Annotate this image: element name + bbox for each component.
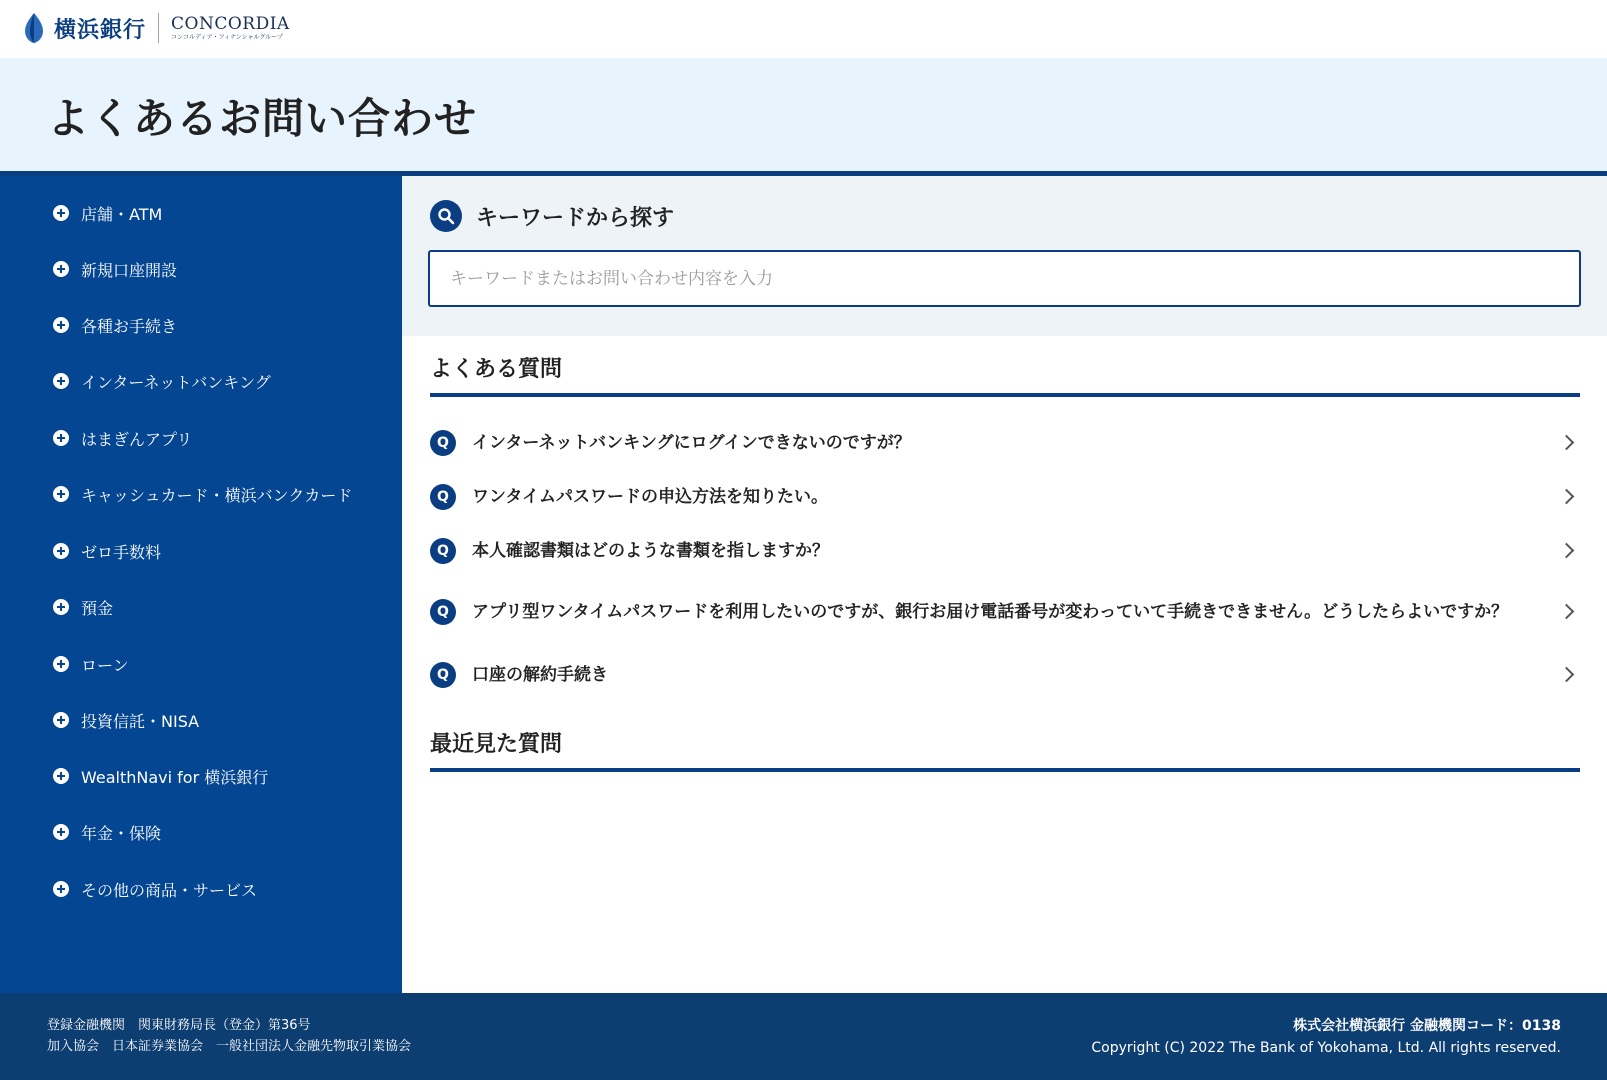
keyword-search-panel: [402, 176, 1607, 336]
sidebar-item-other-services[interactable]: [53, 877, 257, 901]
footer-association-line: 加入協会 日本証券業協会 一般社団法人金融先物取引業協会: [47, 1039, 412, 1054]
sidebar-item-investment-nisa[interactable]: [53, 708, 199, 732]
sidebar-item-cash-card[interactable]: [53, 482, 352, 506]
group-logo: [171, 15, 290, 42]
faq-item[interactable]: [430, 426, 1580, 460]
plus-circle-icon: [53, 317, 69, 333]
faq-item[interactable]: [430, 534, 1580, 568]
group-name: CONCORDIA: [171, 13, 290, 34]
sidebar-item-deposits[interactable]: [53, 595, 113, 619]
logo-divider: [158, 13, 159, 43]
bank-logo[interactable]: [22, 10, 290, 46]
sidebar-item-label: キャッシュカード・横浜バンクカード: [81, 485, 353, 505]
faq-question: 本人確認書類はどのような書類を指しますか？: [472, 541, 829, 561]
faq-item[interactable]: [430, 658, 1580, 692]
question-icon: Q: [430, 599, 456, 625]
chevron-right-icon: [1559, 667, 1575, 683]
footer-registration-line: 登録金融機関 関東財務局長（登金）第36号: [47, 1018, 311, 1033]
category-sidebar: [0, 176, 402, 993]
faq-title-rule: [430, 393, 1580, 397]
plus-circle-icon: [53, 712, 69, 728]
recent-title: 最近見た質問: [430, 732, 563, 757]
footer-registration: [47, 1015, 411, 1057]
plus-circle-icon: [53, 543, 69, 559]
main-content: [402, 176, 1607, 993]
chevron-right-icon: [1559, 489, 1575, 505]
recent-title-rule: [430, 768, 1580, 772]
sidebar-item-pension-insurance[interactable]: [53, 820, 161, 844]
sidebar-item-label: 投資信託・NISA: [81, 711, 200, 731]
sidebar-item-new-account[interactable]: [53, 257, 177, 281]
sidebar-item-label: 新規口座開設: [81, 260, 178, 280]
sidebar-item-label: 店舗・ATM: [81, 204, 163, 224]
sidebar-item-label: ゼロ手数料: [81, 542, 162, 562]
plus-circle-icon: [53, 881, 69, 897]
sidebar-item-label: 各種お手続き: [81, 316, 178, 336]
plus-circle-icon: [53, 430, 69, 446]
plus-circle-icon: [53, 486, 69, 502]
faq-item[interactable]: [430, 480, 1580, 514]
search-input[interactable]: [428, 250, 1581, 307]
sidebar-item-store-atm[interactable]: [53, 201, 162, 225]
plus-circle-icon: [53, 656, 69, 672]
faq-question: インターネットバンキングにログインできないのですが？: [472, 433, 911, 453]
page-title: よくあるお問い合わせ: [47, 94, 478, 143]
top-bar: [0, 0, 1607, 58]
sidebar-item-procedures[interactable]: [53, 313, 177, 337]
chevron-right-icon: [1559, 604, 1575, 620]
faq-question: アプリ型ワンタイムパスワードを利用したいのですが、銀行お届け電話番号が変わっていて手続きできません。どうしたらよいですか？: [472, 602, 1509, 622]
sidebar-item-label: WealthNavi for 横浜銀行: [81, 767, 269, 787]
plus-circle-icon: [53, 205, 69, 221]
sidebar-item-label: 年金・保険: [81, 823, 162, 843]
plus-circle-icon: [53, 599, 69, 615]
faq-title: よくある質問: [430, 357, 563, 382]
bank-name: 横浜銀行: [54, 17, 147, 43]
sidebar-item-label: はまぎんアプリ: [81, 429, 193, 449]
question-icon: Q: [430, 538, 456, 564]
faq-question: 口座の解約手続き: [472, 665, 608, 685]
sidebar-item-loans[interactable]: [53, 652, 129, 676]
chevron-right-icon: [1559, 543, 1575, 559]
footer-company: [1091, 1015, 1561, 1059]
footer-copyright: Copyright (C) 2022 The Bank of Yokohama, Ltd. All rights reserved.: [1091, 1040, 1561, 1056]
sidebar-item-wealthnavi[interactable]: [53, 764, 268, 788]
footer-company-name: 株式会社横浜銀行 金融機関コード：0138: [1293, 1018, 1561, 1034]
plus-circle-icon: [53, 373, 69, 389]
search-heading: [430, 200, 674, 232]
chevron-right-icon: [1559, 435, 1575, 451]
question-icon: Q: [430, 484, 456, 510]
sidebar-item-internet-banking[interactable]: [53, 369, 271, 393]
faq-question: ワンタイムパスワードの申込方法を知りたい。: [472, 487, 828, 507]
sidebar-item-label: インターネットバンキング: [81, 372, 271, 392]
question-icon: Q: [430, 662, 456, 688]
group-subtitle: コンコルディア・フィナンシャルグループ: [171, 33, 283, 41]
page-hero: [0, 58, 1607, 171]
sidebar-item-zero-fee[interactable]: [53, 539, 161, 563]
faq-item[interactable]: [430, 584, 1580, 640]
bank-logo-icon: [22, 12, 46, 44]
plus-circle-icon: [53, 824, 69, 840]
page-footer: [0, 993, 1607, 1080]
question-icon: Q: [430, 430, 456, 456]
sidebar-item-label: その他の商品・サービス: [81, 880, 258, 900]
sidebar-item-label: ローン: [81, 655, 129, 675]
search-icon: [430, 200, 462, 232]
plus-circle-icon: [53, 261, 69, 277]
sidebar-item-label: 預金: [81, 598, 114, 618]
search-title: キーワードから探す: [476, 205, 675, 231]
plus-circle-icon: [53, 768, 69, 784]
sidebar-item-hamagin-app[interactable]: [53, 426, 192, 450]
